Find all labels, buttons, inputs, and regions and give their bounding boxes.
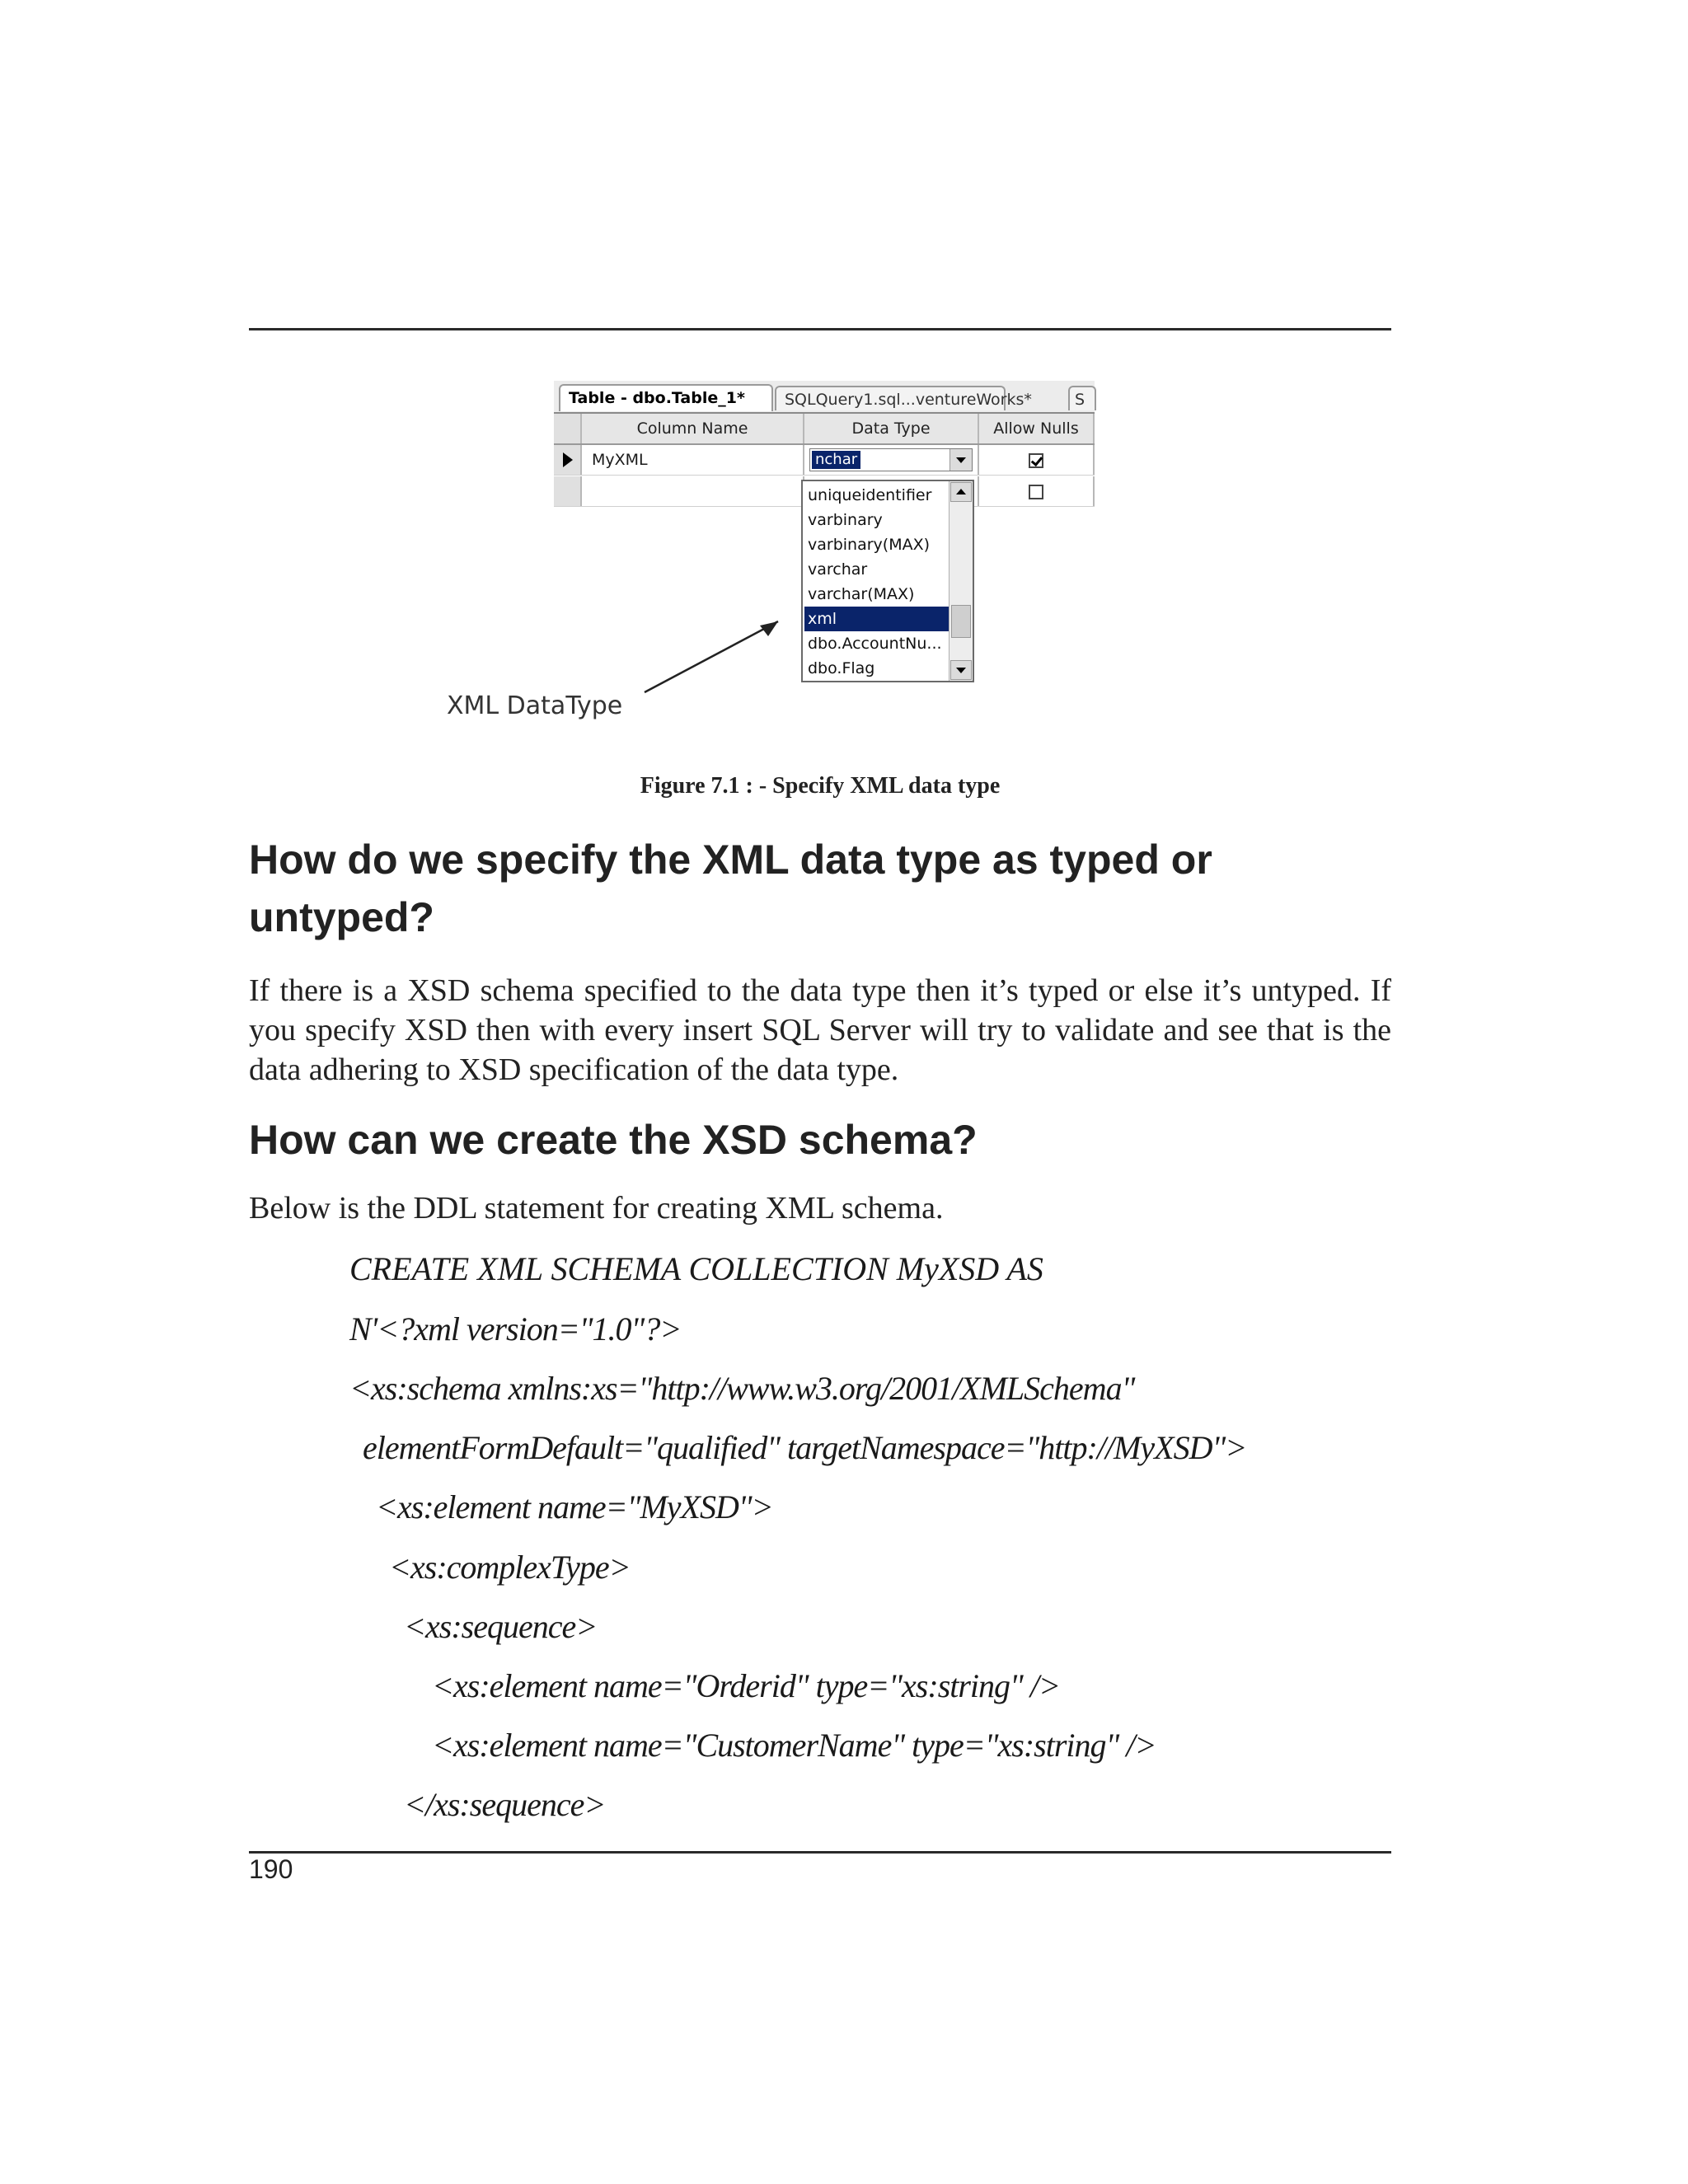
page-number: 190 [249, 1854, 293, 1884]
code-line: <xs:element name="CustomerName" type="xs:string" /> [432, 1727, 1156, 1764]
scrollbar-thumb[interactable] [951, 605, 971, 638]
table-row[interactable] [554, 445, 1095, 476]
data-type-cell[interactable] [804, 445, 979, 475]
row-selector[interactable] [554, 445, 582, 475]
dropdown-scrollbar[interactable] [949, 481, 973, 681]
chevron-down-icon[interactable] [950, 449, 972, 471]
figure-caption: Figure 7.1 : - Specify XML data type [640, 773, 1001, 799]
allow-nulls-checkbox[interactable] [1029, 453, 1043, 468]
code-line: <xs:schema xmlns:xs="http://www.w3.org/2001/XMLSchema" [349, 1370, 1135, 1407]
code-line: <xs:element name="MyXSD"> [376, 1488, 773, 1526]
allow-nulls-cell[interactable] [979, 476, 1095, 506]
tab-sql-query[interactable]: SQLQuery1.sql...ventureWorks* [775, 386, 1006, 410]
tab-table-designer[interactable]: Table - dbo.Table_1* [559, 384, 773, 411]
data-type-header: Data Type [804, 414, 979, 443]
scroll-down-arrow-icon[interactable] [950, 660, 972, 680]
data-type-value[interactable]: nchar [812, 451, 860, 469]
code-line: CREATE XML SCHEMA COLLECTION MyXSD AS [349, 1250, 1043, 1287]
code-line: </xs:sequence> [404, 1786, 606, 1823]
body-paragraph: Below is the DDL statement for creating XML schema. [249, 1191, 944, 1226]
current-row-arrow-icon [563, 452, 573, 467]
code-line: <xs:element name="Orderid" type="xs:string" /> [432, 1667, 1060, 1704]
header-rule [249, 328, 1391, 330]
dropdown-option[interactable]: dbo.Flag [808, 659, 875, 677]
row-selector-header [554, 414, 582, 443]
section-heading: How can we create the XSD schema? [249, 1117, 978, 1163]
grid-header-row [554, 414, 1095, 445]
allow-nulls-cell[interactable] [979, 445, 1095, 475]
dropdown-option-selected[interactable]: xml [804, 607, 950, 631]
tab-truncated[interactable]: S [1068, 386, 1096, 410]
column-name-cell[interactable]: MyXML [582, 445, 804, 475]
data-type-combobox[interactable] [809, 448, 973, 471]
dropdown-option[interactable]: varchar [808, 560, 868, 579]
code-line: elementFormDefault="qualified" targetNamespace="http://MyXSD"> [363, 1429, 1247, 1466]
dropdown-option[interactable]: uniqueidentifier [808, 486, 932, 504]
row-selector[interactable] [554, 476, 582, 506]
scroll-up-arrow-icon[interactable] [950, 482, 972, 502]
column-name-header: Column Name [582, 414, 804, 443]
callout-label: XML DataType [447, 691, 623, 720]
data-type-dropdown-list[interactable] [801, 480, 974, 682]
callout-arrow-icon [626, 610, 791, 709]
code-line: <xs:complexType> [389, 1549, 631, 1586]
dropdown-option[interactable]: varbinary(MAX) [808, 536, 931, 554]
dropdown-option[interactable]: dbo.AccountNu... [808, 635, 942, 653]
code-line: N'<?xml version="1.0"?> [349, 1310, 682, 1347]
allow-nulls-header: Allow Nulls [979, 414, 1095, 443]
body-paragraph: If there is a XSD schema specified to the data type then it’s typed or else it’s untyped. If you specify XSD then with every insert SQL Server will try to validate and see that is the data adhering to XSD specification of the data type. [249, 973, 1391, 1087]
dropdown-option[interactable]: varbinary [808, 511, 883, 529]
allow-nulls-checkbox[interactable] [1029, 485, 1043, 499]
code-line: <xs:sequence> [404, 1608, 598, 1645]
column-name-cell[interactable] [582, 476, 804, 506]
footer-rule [249, 1851, 1391, 1854]
document-tab-strip [554, 381, 1095, 414]
dropdown-option[interactable]: varchar(MAX) [808, 585, 915, 603]
section-heading: How do we specify the XML data type as typed or untyped? [249, 837, 1212, 940]
